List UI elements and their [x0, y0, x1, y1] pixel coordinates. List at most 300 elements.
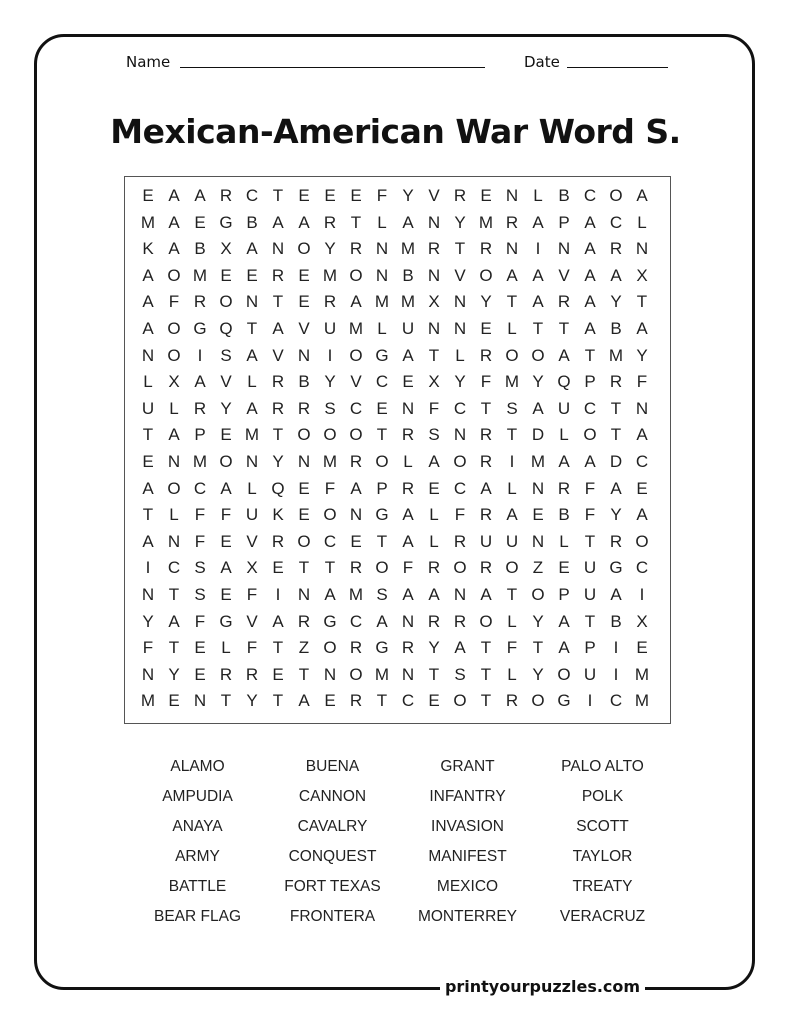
grid-letter: U: [323, 318, 337, 338]
grid-letter: N: [297, 584, 311, 604]
grid-letter: O: [349, 664, 363, 684]
grid-letter: R: [505, 212, 519, 232]
grid-letter: V: [246, 531, 258, 551]
word-list-item: VERACRUZ: [559, 908, 646, 925]
grid-letter: A: [636, 186, 648, 205]
grid-letter: T: [610, 425, 622, 445]
grid-letter: N: [505, 239, 519, 259]
grid-letter: A: [272, 212, 284, 232]
grid-letter: I: [327, 345, 333, 365]
grid-letter: T: [168, 638, 180, 658]
grid-letter: L: [429, 531, 439, 551]
grid-letter: A: [506, 265, 518, 285]
grid-letter: I: [613, 664, 619, 684]
grid-letter: O: [479, 611, 493, 631]
grid-letter: M: [140, 212, 156, 232]
grid-letter: Y: [142, 611, 154, 631]
grid-letter: V: [454, 265, 466, 285]
grid-letter: Y: [428, 638, 440, 658]
grid-letter: N: [531, 478, 545, 498]
grid-letter: R: [271, 398, 285, 418]
word-list-item: CAVALRY: [297, 818, 368, 835]
grid-letter: R: [453, 186, 467, 205]
grid-letter: B: [194, 239, 206, 259]
grid-letter: C: [583, 398, 597, 418]
grid-letter: C: [401, 691, 415, 711]
grid-letter: O: [297, 425, 311, 445]
word-list-item: BUENA: [305, 758, 360, 775]
grid-letter: M: [634, 691, 650, 711]
grid-letter: M: [244, 425, 260, 445]
grid-letter: L: [507, 664, 517, 684]
word-list-item: PALO ALTO: [561, 758, 644, 775]
grid-letter: N: [635, 398, 649, 418]
grid-letter: P: [558, 584, 570, 604]
grid-letter: R: [609, 531, 623, 551]
grid-letter: K: [272, 505, 284, 525]
grid-letter: S: [376, 584, 388, 604]
grid-letter: A: [532, 212, 544, 232]
grid-letter: S: [506, 398, 518, 418]
grid-letter: I: [509, 451, 515, 471]
grid-letter: A: [610, 478, 622, 498]
grid-letter: A: [402, 531, 414, 551]
grid-letter: E: [168, 691, 180, 711]
grid-letter: B: [298, 372, 310, 392]
grid-letter: A: [532, 292, 544, 312]
grid-letter: T: [636, 292, 648, 312]
grid-letter: T: [428, 664, 440, 684]
grid-letter: N: [297, 451, 311, 471]
grid-letter: T: [506, 425, 518, 445]
grid-letter: A: [194, 372, 206, 392]
grid-letter: Q: [557, 372, 571, 392]
word-list-item: TREATY: [572, 878, 633, 895]
grid-letter: A: [584, 292, 596, 312]
grid-letter: R: [479, 345, 493, 365]
grid-letter: A: [142, 531, 154, 551]
grid-letter: A: [142, 318, 154, 338]
grid-letter: R: [271, 372, 285, 392]
grid-letter: F: [454, 505, 466, 525]
grid-letter: Y: [480, 292, 492, 312]
grid-letter: R: [557, 478, 571, 498]
word-list-item: AMPUDIA: [162, 788, 233, 805]
grid-letter: E: [350, 531, 362, 551]
grid-letter: O: [167, 265, 181, 285]
grid-letter: L: [637, 212, 647, 232]
grid-letter: F: [220, 505, 232, 525]
grid-letter: O: [453, 451, 467, 471]
grid-letter: O: [167, 318, 181, 338]
grid-letter: N: [245, 292, 259, 312]
grid-letter: E: [298, 478, 310, 498]
grid-letter: G: [375, 505, 389, 525]
grid-letter: A: [246, 345, 258, 365]
grid-letter: A: [350, 292, 362, 312]
grid-letter: N: [453, 425, 467, 445]
grid-letter: N: [323, 664, 337, 684]
grid-letter: F: [506, 638, 518, 658]
grid-letter: M: [530, 451, 546, 471]
grid-letter: C: [193, 478, 207, 498]
grid-letter: C: [609, 212, 623, 232]
grid-letter: U: [479, 531, 493, 551]
grid-letter: E: [298, 292, 310, 312]
grid-letter: G: [219, 212, 233, 232]
grid-letter: A: [480, 478, 492, 498]
grid-letter: A: [532, 398, 544, 418]
grid-letter: T: [272, 186, 284, 205]
grid-letter: V: [246, 611, 258, 631]
grid-letter: B: [246, 212, 258, 232]
grid-letter: T: [480, 691, 492, 711]
grid-letter: M: [634, 664, 650, 684]
grid-letter: A: [324, 584, 336, 604]
grid-letter: L: [169, 505, 179, 525]
grid-letter: I: [639, 584, 645, 604]
grid-letter: E: [532, 505, 544, 525]
grid-letter: Y: [532, 611, 544, 631]
grid-letter: R: [479, 425, 493, 445]
grid-letter: R: [323, 212, 337, 232]
grid-letter: A: [584, 265, 596, 285]
grid-letter: C: [635, 451, 649, 471]
grid-letter: O: [349, 345, 363, 365]
grid-letter: C: [609, 691, 623, 711]
grid-letter: T: [376, 425, 388, 445]
grid-letter: O: [531, 691, 545, 711]
grid-letter: R: [479, 558, 493, 578]
grid-letter: A: [246, 239, 258, 259]
grid-letter: N: [141, 584, 155, 604]
grid-letter: A: [428, 584, 440, 604]
grid-letter: N: [297, 345, 311, 365]
grid-letter: T: [480, 638, 492, 658]
grid-letter: N: [167, 451, 181, 471]
grid-letter: E: [350, 186, 362, 205]
grid-letter: L: [247, 478, 257, 498]
grid-letter: O: [375, 558, 389, 578]
word-list-item: MEXICO: [436, 878, 499, 895]
word-list-item: INVASION: [431, 818, 504, 835]
date-label: Date: [524, 53, 560, 71]
grid-letter: I: [145, 558, 151, 578]
grid-letter: G: [375, 345, 389, 365]
grid-letter: N: [453, 584, 467, 604]
grid-letter: X: [636, 611, 648, 631]
grid-letter: A: [636, 425, 648, 445]
grid-letter: A: [558, 638, 570, 658]
grid-letter: O: [453, 691, 467, 711]
grid-letter: A: [584, 318, 596, 338]
grid-letter: R: [349, 451, 363, 471]
grid-letter: R: [401, 478, 415, 498]
grid-letter: I: [613, 638, 619, 658]
word-list-item: BATTLE: [168, 878, 227, 895]
grid-letter: A: [220, 478, 232, 498]
grid-letter: M: [348, 584, 364, 604]
grid-letter: F: [402, 558, 414, 578]
grid-letter: F: [636, 372, 648, 392]
grid-letter: R: [557, 292, 571, 312]
grid-letter: I: [535, 239, 541, 259]
grid-letter: M: [192, 451, 208, 471]
grid-letter: M: [322, 451, 338, 471]
grid-letter: R: [219, 664, 233, 684]
grid-letter: T: [350, 212, 362, 232]
grid-letter: K: [142, 239, 154, 259]
grid-letter: D: [531, 425, 545, 445]
grid-letter: A: [584, 451, 596, 471]
grid-letter: R: [323, 292, 337, 312]
grid-letter: T: [220, 691, 232, 711]
grid-letter: A: [636, 318, 648, 338]
grid-letter: T: [272, 425, 284, 445]
grid-letter: T: [324, 558, 336, 578]
grid-letter: O: [323, 425, 337, 445]
grid-letter: U: [505, 531, 519, 551]
grid-letter: M: [374, 292, 390, 312]
name-label: Name: [126, 53, 171, 71]
grid-letter: U: [583, 558, 597, 578]
grid-letter: N: [245, 451, 259, 471]
grid-letter: R: [271, 265, 285, 285]
word-list-item: ANAYA: [172, 818, 223, 835]
grid-letter: T: [168, 584, 180, 604]
grid-letter: E: [298, 505, 310, 525]
grid-letter: F: [194, 611, 206, 631]
grid-letter: O: [349, 265, 363, 285]
grid-letter: X: [220, 239, 232, 259]
grid-letter: R: [427, 558, 441, 578]
grid-letter: R: [193, 292, 207, 312]
word-list-item: CANNON: [298, 788, 367, 805]
grid-letter: C: [583, 186, 597, 205]
grid-letter: R: [193, 398, 207, 418]
grid-letter: A: [402, 584, 414, 604]
grid-letter: X: [246, 558, 258, 578]
grid-letter: O: [323, 505, 337, 525]
name-line: [180, 67, 485, 68]
grid-letter: T: [298, 558, 310, 578]
grid-letter: A: [142, 292, 154, 312]
grid-letter: T: [454, 239, 466, 259]
grid-letter: L: [507, 478, 517, 498]
grid-letter: E: [220, 265, 232, 285]
grid-letter: F: [480, 372, 492, 392]
grid-letter: A: [350, 478, 362, 498]
word-list-item: ALAMO: [170, 758, 225, 775]
grid-letter: A: [246, 398, 258, 418]
grid-letter: T: [142, 425, 154, 445]
grid-letter: M: [608, 345, 624, 365]
grid-letter: E: [558, 558, 570, 578]
grid-letter: Y: [324, 239, 336, 259]
grid-letter: A: [168, 239, 180, 259]
grid-letter: N: [375, 239, 389, 259]
grid-letter: M: [348, 318, 364, 338]
grid-letter: E: [220, 425, 232, 445]
grid-letter: M: [322, 265, 338, 285]
grid-letter: O: [635, 531, 649, 551]
grid-letter: E: [194, 664, 206, 684]
grid-letter: Y: [532, 372, 544, 392]
grid-letter: N: [141, 664, 155, 684]
grid-letter: E: [298, 265, 310, 285]
grid-letter: A: [272, 318, 284, 338]
grid-letter: Y: [610, 292, 622, 312]
grid-letter: G: [609, 558, 623, 578]
word-list-item: MONTERREY: [417, 908, 518, 925]
grid-letter: O: [505, 345, 519, 365]
grid-letter: O: [609, 186, 623, 205]
grid-letter: Q: [271, 478, 285, 498]
grid-letter: N: [635, 239, 649, 259]
grid-letter: G: [193, 318, 207, 338]
grid-letter: E: [636, 478, 648, 498]
grid-letter: B: [558, 186, 570, 205]
grid-letter: U: [141, 398, 155, 418]
grid-letter: C: [453, 398, 467, 418]
grid-letter: O: [349, 425, 363, 445]
grid-letter: A: [298, 212, 310, 232]
grid-letter: U: [583, 584, 597, 604]
grid-letter: S: [194, 558, 206, 578]
grid-letter: A: [376, 611, 388, 631]
grid-letter: R: [505, 691, 519, 711]
grid-letter: E: [194, 638, 206, 658]
grid-letter: T: [480, 398, 492, 418]
grid-letter: P: [376, 478, 388, 498]
grid-letter: R: [349, 239, 363, 259]
grid-letter: B: [402, 265, 414, 285]
grid-letter: R: [271, 531, 285, 551]
grid-letter: A: [402, 212, 414, 232]
grid-letter: T: [272, 691, 284, 711]
grid-letter: A: [558, 451, 570, 471]
grid-letter: A: [168, 212, 180, 232]
grid-letter: Y: [220, 398, 232, 418]
grid-letter: R: [401, 425, 415, 445]
word-list-item: ARMY: [175, 848, 220, 865]
grid-letter: V: [558, 265, 570, 285]
grid-letter: T: [584, 531, 596, 551]
grid-letter: O: [297, 239, 311, 259]
grid-letter: N: [349, 505, 363, 525]
grid-letter: A: [142, 478, 154, 498]
grid-letter: A: [220, 558, 232, 578]
grid-letter: A: [610, 584, 622, 604]
grid-letter: C: [375, 372, 389, 392]
grid-letter: R: [349, 558, 363, 578]
grid-letter: R: [479, 451, 493, 471]
grid-letter: T: [272, 292, 284, 312]
grid-letter: A: [402, 505, 414, 525]
grid-letter: A: [402, 345, 414, 365]
grid-letter: E: [272, 664, 284, 684]
grid-letter: L: [169, 398, 179, 418]
grid-letter: T: [480, 664, 492, 684]
grid-letter: E: [220, 531, 232, 551]
grid-letter: N: [505, 186, 519, 205]
grid-letter: L: [221, 638, 231, 658]
grid-letter: T: [532, 318, 544, 338]
grid-letter: N: [141, 345, 155, 365]
grid-letter: G: [375, 638, 389, 658]
grid-letter: N: [401, 611, 415, 631]
grid-letter: G: [323, 611, 337, 631]
date-line: [567, 67, 668, 68]
grid-letter: Z: [532, 558, 544, 578]
grid-letter: F: [194, 531, 206, 551]
grid-letter: U: [401, 318, 415, 338]
grid-letter: F: [428, 398, 440, 418]
grid-letter: M: [400, 239, 416, 259]
grid-letter: E: [428, 478, 440, 498]
grid-letter: U: [557, 398, 571, 418]
grid-letter: E: [636, 638, 648, 658]
grid-letter: P: [194, 425, 206, 445]
grid-letter: C: [635, 558, 649, 578]
grid-letter: O: [323, 638, 337, 658]
grid-letter: O: [531, 345, 545, 365]
grid-letter: L: [429, 505, 439, 525]
grid-letter: F: [584, 505, 596, 525]
grid-letter: L: [559, 531, 569, 551]
grid-letter: Y: [532, 664, 544, 684]
grid-letter: A: [636, 505, 648, 525]
grid-letter: N: [401, 398, 415, 418]
word-list-item: CONQUEST: [288, 848, 377, 865]
grid-letter: Y: [324, 372, 336, 392]
word-list-item: SCOTT: [576, 818, 629, 835]
grid-letter: R: [297, 611, 311, 631]
grid-letter: S: [194, 584, 206, 604]
grid-letter: R: [453, 611, 467, 631]
grid-letter: T: [506, 584, 518, 604]
grid-letter: O: [557, 664, 571, 684]
grid-letter: F: [324, 478, 336, 498]
grid-letter: Y: [168, 664, 180, 684]
grid-letter: V: [272, 345, 284, 365]
grid-letter: L: [247, 372, 257, 392]
grid-letter: A: [168, 611, 180, 631]
grid-letter: V: [220, 372, 232, 392]
grid-letter: A: [168, 425, 180, 445]
grid-letter: R: [427, 611, 441, 631]
grid-letter: T: [558, 318, 570, 338]
grid-letter: I: [587, 691, 593, 711]
grid-letter: S: [324, 398, 336, 418]
grid-letter: R: [349, 691, 363, 711]
grid-letter: G: [557, 691, 571, 711]
grid-letter: F: [194, 505, 206, 525]
grid-letter: M: [400, 292, 416, 312]
grid-letter: C: [453, 478, 467, 498]
grid-letter: A: [558, 611, 570, 631]
grid-letter: R: [453, 531, 467, 551]
grid-letter: O: [297, 531, 311, 551]
grid-letter: T: [376, 691, 388, 711]
grid-letter: D: [609, 451, 623, 471]
grid-letter: L: [507, 318, 517, 338]
grid-letter: O: [505, 558, 519, 578]
grid-letter: T: [376, 531, 388, 551]
grid-letter: U: [583, 664, 597, 684]
grid-letter: Q: [219, 318, 233, 338]
grid-letter: L: [455, 345, 465, 365]
